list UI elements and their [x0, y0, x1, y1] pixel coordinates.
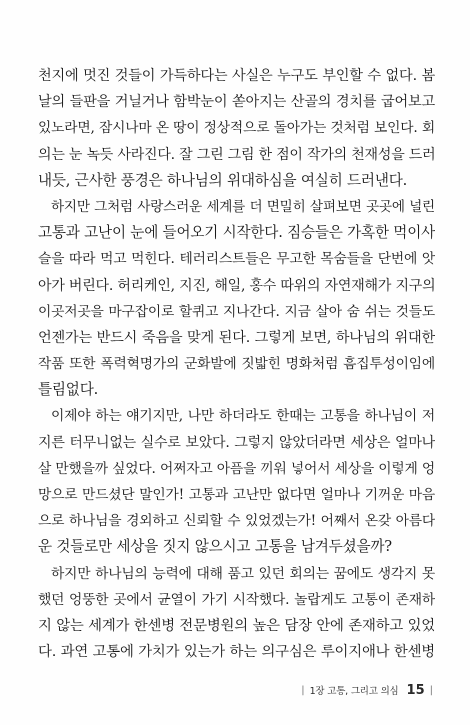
body-line: 고통과 고난이 눈에 들어오기 시작한다. 짐승들은 가혹한 먹이사 [38, 224, 435, 242]
body-line: 지른 터무니없는 실수로 보았다. 그렇지 않았더라면 세상은 얼마나 [38, 434, 435, 451]
page-number: 15 [406, 682, 425, 698]
body-line: 살 만했을까 싶었다. 어쩌자고 아픔을 끼워 넣어서 세상을 이렇게 엉 [38, 460, 435, 477]
body-line: 하지만 그처럼 사랑스러운 세계를 더 면밀히 살펴보면 곳곳에 널린 [51, 198, 435, 215]
body-line: 내듯, 근사한 풍경은 하나님의 위대하심을 여실히 드러낸다. [38, 171, 408, 189]
body-line: 했던 엉뚱한 곳에서 균열이 가기 시작했다. 놀랍게도 고통이 존재하 [38, 591, 435, 608]
body-line: 슬을 따라 먹고 먹힌다. 테러리스트들은 무고한 목숨들을 단번에 앗 [38, 251, 435, 268]
body-line: 망으로 만드셨단 말인가! 고통과 고난만 없다면 얼마나 기꺼운 마음 [38, 487, 435, 503]
body-line: 아가 버린다. 허리케인, 지진, 해일, 홍수 따위의 자연재해가 지구의 [38, 277, 435, 294]
body-line: 천지에 멋진 것들이 가득하다는 사실은 누구도 부인할 수 없다. 봄 [38, 68, 435, 84]
body-line: 작품 또한 폭력혁명가의 군화발에 짓밟힌 명화처럼 흠집투성이임에 [38, 356, 435, 373]
body-line: 으로 하나님을 경외하고 신뢰할 수 있었겠는가! 어째서 온갖 아름다 [38, 513, 435, 530]
body-line: 운 것들로만 세상을 짓지 않으시고 고통을 남겨두셨을까? [38, 538, 392, 556]
body-line: 언젠가는 반드시 죽음을 맞게 된다. 그렇게 보면, 하나님의 위대한 [38, 329, 435, 346]
body-line: 다. 과연 고통에 가치가 있는가 하는 의구심은 루이지애나 한센병 [38, 644, 435, 661]
body-line: 틀림없다. [38, 381, 99, 399]
footer-separator: | [301, 684, 305, 696]
body-line: 하지만 하나님의 능력에 대해 품고 있던 회의는 꿈에도 생각지 못 [51, 565, 435, 582]
body-line: 의는 눈 녹듯 사라진다. 잘 그린 그림 한 점이 작가의 천재성을 드러 [38, 146, 435, 163]
body-line: 있노라면, 잠시나마 온 땅이 정상적으로 돌아가는 것처럼 보인다. 회 [38, 120, 435, 137]
body-line: 이곳저곳을 마구잡이로 할퀴고 지나간다. 지금 살아 숨 쉬는 것들도 [38, 303, 435, 320]
page-footer [296, 680, 438, 700]
body-line: 날의 들판을 거닐거나 함박눈이 쏟아지는 산골의 경치를 굽어보고 [38, 94, 435, 111]
body-line: 이제야 하는 얘기지만, 나만 하더라도 한때는 고통을 하나님이 저 [51, 408, 435, 425]
body-line: 지 않는 세계가 한센병 전문병원의 높은 담장 안에 존재하고 있었 [38, 617, 435, 634]
body-text [38, 63, 435, 665]
chapter-title: 1장 고통, 그리고 의심 [309, 686, 399, 697]
footer-separator-right: | [429, 684, 433, 696]
